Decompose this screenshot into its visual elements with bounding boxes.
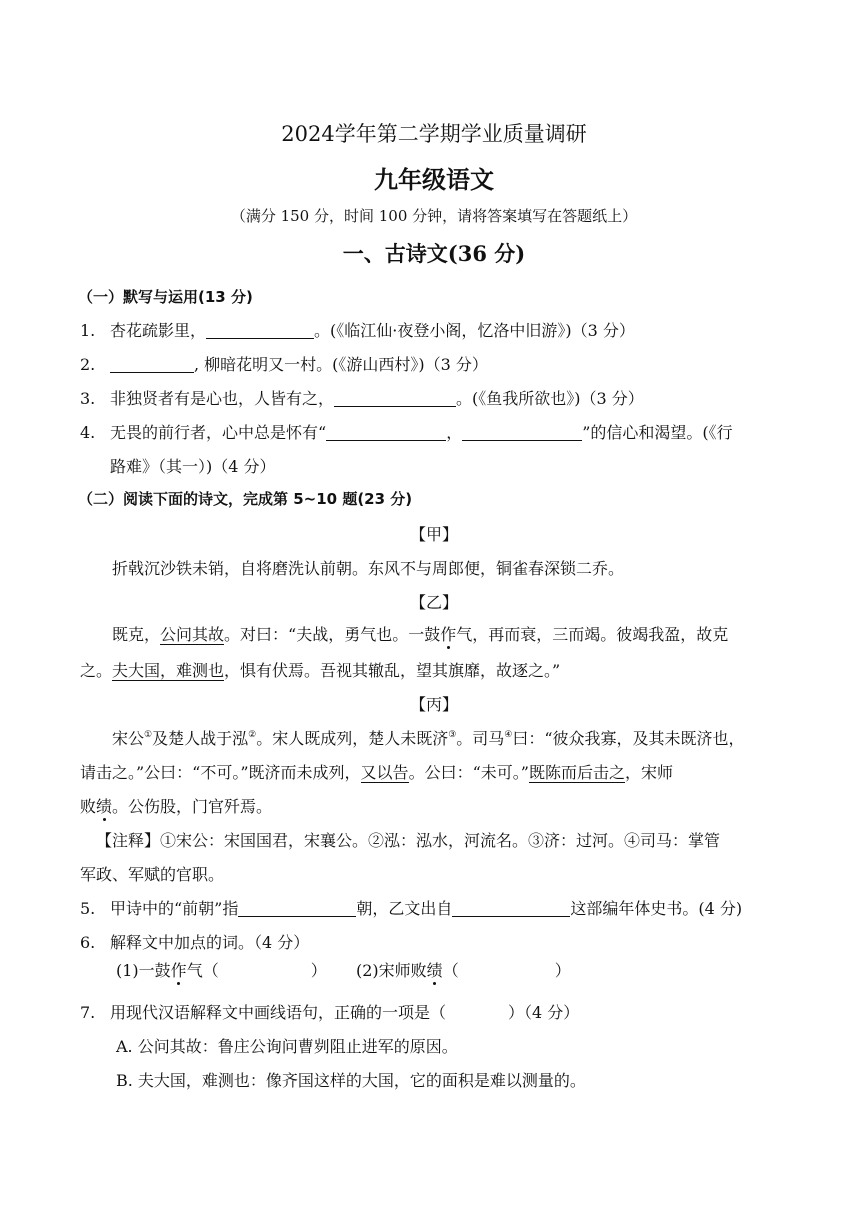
answer-blank[interactable] bbox=[452, 900, 570, 917]
option-a: A. 公问其故：鲁庄公询问曹刿阻止进军的原因。 bbox=[116, 1037, 458, 1056]
dotted-word: 绩 bbox=[426, 961, 443, 980]
passage-text: 宋公 bbox=[112, 729, 145, 748]
underlined-phrase: 既陈而后击之 bbox=[528, 763, 625, 782]
passage-text: 败 bbox=[80, 797, 97, 816]
question-text: , 柳暗花明又一村。(《游山西村》)（3 分） bbox=[194, 355, 488, 374]
passage-jia-text: 折戟沉沙铁未销，自将磨洗认前朝。东风不与周郎便，铜雀春深锁二乔。 bbox=[112, 559, 625, 578]
passage-yi-line-2 bbox=[80, 658, 560, 681]
passage-text: 。公伤股，门官歼焉。 bbox=[112, 797, 273, 816]
answer-blank[interactable] bbox=[206, 322, 314, 339]
passage-bing-line-1 bbox=[112, 726, 745, 749]
exam-title: 2024学年第二学期学业质量调研 bbox=[281, 122, 587, 146]
question-text: 解释文中加点的词。（4 分） bbox=[110, 933, 310, 952]
passage-bing-label: 【丙】 bbox=[409, 695, 458, 714]
exam-note: （满分 150 分，时间 100 分钟，请将答案填写在答题纸上） bbox=[230, 207, 638, 225]
dotted-word: 作 bbox=[440, 625, 457, 644]
item-text: ） bbox=[310, 961, 327, 980]
footnote-marker: ③ bbox=[448, 730, 457, 740]
answer-blank[interactable] bbox=[326, 424, 446, 441]
question-6-item-1 bbox=[116, 958, 327, 981]
passage-text: 及楚人战于泓 bbox=[152, 729, 249, 748]
question-text: 无畏的前行者，心中总是怀有“ bbox=[110, 423, 327, 442]
question-5 bbox=[80, 896, 742, 919]
passage-text: 。对曰：“夫战，勇气也。一鼓 bbox=[224, 625, 441, 644]
passage-text: ，宋师 bbox=[624, 763, 673, 782]
question-text: 。(《临江仙·夜登小阁，忆洛中旧游》)（3 分） bbox=[314, 321, 635, 340]
subject-title: 九年级语文 bbox=[374, 165, 494, 194]
question-text: 非独贤者有是心也，人皆有之， bbox=[110, 389, 335, 408]
passage-yi-label: 【乙】 bbox=[409, 593, 458, 612]
question-text: ）（4 分） bbox=[508, 1003, 580, 1022]
passage-text: ，惧有伏焉。吾视其辙乱，望其旗靡，故逐之。” bbox=[224, 661, 561, 680]
question-text: 甲诗中的“前朝”指 bbox=[110, 899, 239, 918]
question-text: ”的信心和渴望。(《行 bbox=[582, 423, 733, 442]
question-4 bbox=[80, 420, 733, 443]
passage-jia-label: 【甲】 bbox=[409, 525, 458, 544]
answer-blank[interactable] bbox=[334, 390, 456, 407]
question-3 bbox=[80, 386, 644, 409]
footnote-marker: ② bbox=[248, 730, 257, 740]
question-4-continued: 路难》（其一）)（4 分） bbox=[110, 457, 276, 476]
passage-text: 曰：“彼众我寡，及其未既济也， bbox=[512, 729, 745, 748]
annotation-line-1: 【注释】①宋公：宋国国君，宋襄公。②泓：泓水，河流名。③济：过河。④司马：掌管 bbox=[96, 831, 721, 850]
underlined-phrase: 公问其故 bbox=[160, 625, 225, 644]
footnote-marker: ④ bbox=[504, 730, 513, 740]
question-text: 杏花疏影里， bbox=[110, 321, 207, 340]
footnote-marker: ① bbox=[144, 730, 153, 740]
dotted-word: 作 bbox=[170, 961, 187, 980]
question-6 bbox=[80, 930, 309, 953]
passage-bing-line-2 bbox=[80, 760, 673, 783]
question-text: 朝，乙文出自 bbox=[356, 899, 453, 918]
annotation-line-2: 军政、军赋的官职。 bbox=[80, 865, 225, 884]
section-2-title: （二）阅读下面的诗文，完成第 5~10 题(23 分) bbox=[78, 490, 413, 508]
passage-text: 既克， bbox=[112, 625, 161, 644]
item-text: （ bbox=[442, 961, 459, 980]
question-7 bbox=[80, 1000, 579, 1023]
section-1-title: （一）默写与运用(13 分) bbox=[78, 288, 253, 306]
question-2 bbox=[80, 352, 488, 375]
passage-text: 气，再而衰，三而竭。彼竭我盈，故克 bbox=[456, 625, 729, 644]
passage-text: 。宋人既成列，楚人未既济 bbox=[256, 729, 449, 748]
underlined-phrase: 又以告 bbox=[360, 763, 409, 782]
answer-blank[interactable] bbox=[238, 900, 356, 917]
answer-blank[interactable] bbox=[110, 356, 194, 373]
passage-text: 。司马 bbox=[456, 729, 505, 748]
question-number: 6. bbox=[80, 933, 96, 952]
part-title: 一、古诗文(36 分) bbox=[342, 241, 526, 266]
question-6-item-2 bbox=[356, 958, 571, 981]
item-text: (1)一鼓 bbox=[116, 961, 171, 980]
question-1 bbox=[80, 318, 635, 341]
question-number: 5. bbox=[80, 899, 96, 918]
underlined-phrase: 夫大国，难测也 bbox=[112, 661, 225, 680]
passage-text: 请击之。”公曰：“不可。”既济而未成列， bbox=[80, 763, 361, 782]
question-text: ， bbox=[446, 423, 463, 442]
item-text: ） bbox=[554, 961, 571, 980]
dotted-word: 绩 bbox=[96, 797, 113, 816]
answer-blank[interactable] bbox=[462, 424, 582, 441]
question-text: 这部编年体史书。(4 分) bbox=[570, 899, 743, 918]
question-text: 。(《鱼我所欲也》)（3 分） bbox=[456, 389, 644, 408]
passage-text: 之。 bbox=[80, 661, 113, 680]
passage-text: 。公曰：“未可。” bbox=[408, 763, 529, 782]
passage-yi-line-1 bbox=[112, 622, 728, 645]
question-number: 2. bbox=[80, 355, 96, 374]
question-number: 7. bbox=[80, 1003, 96, 1022]
option-b: B. 夫大国，难测也：像齐国这样的大国，它的面积是难以测量的。 bbox=[116, 1071, 586, 1090]
question-number: 4. bbox=[80, 423, 96, 442]
question-number: 1. bbox=[80, 321, 96, 340]
passage-bing-line-3 bbox=[80, 794, 272, 817]
question-text: 用现代汉语解释文中画线语句，正确的一项是（ bbox=[110, 1003, 447, 1022]
item-text: (2)宋师败 bbox=[356, 961, 427, 980]
question-number: 3. bbox=[80, 389, 96, 408]
item-text: 气（ bbox=[186, 961, 219, 980]
